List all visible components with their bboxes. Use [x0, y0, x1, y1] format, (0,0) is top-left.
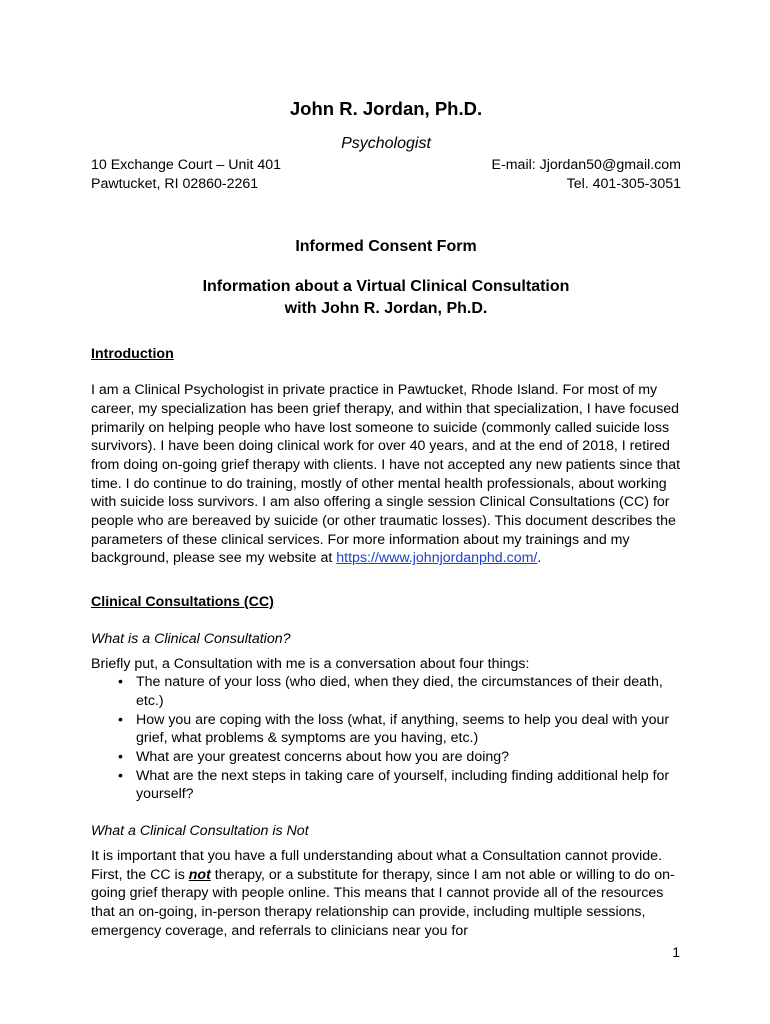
phone-text: Tel. 401-305-3051: [566, 175, 681, 192]
not-emphasis: not: [188, 866, 211, 883]
what-is-heading: What is a Clinical Consultation?: [91, 630, 291, 647]
page-number: 1: [672, 944, 680, 960]
introduction-end: .: [537, 550, 542, 567]
list-item: • The nature of your loss (who died, when they died, the circumstances of their death, etc.): [118, 674, 663, 709]
contact-block: [91, 156, 681, 193]
bullet-icon: •: [118, 674, 123, 691]
document-page: [91, 98, 681, 940]
consultation-topics-list: [91, 673, 681, 804]
list-item: • What are your greatest concerns about how you are doing?: [118, 749, 510, 766]
form-subtitle: [91, 276, 681, 320]
contact-details: [492, 156, 681, 193]
clinical-consultations-heading: Clinical Consultations (CC): [91, 594, 274, 611]
what-is-not-paragraph: It is important that you have a full understanding about what a Consultation cannot provide. First, the CC is not therapy, or a substitute for therapy, since I am not able or willing to do on-going grief therapy with people online. This means that I cannot provide all of the resources that an on-going, in-person therapy relationship can provide, including multiple sessions, emergency coverage, and referrals to clinicians near you for: [91, 847, 675, 939]
list-item: • How you are coping with the loss (what, if anything, seems to help you deal with your grief, what problems & symptoms are you having, etc.): [118, 711, 670, 747]
address-block: [91, 156, 281, 193]
website-link[interactable]: https://www.johnjordanphd.com/: [336, 550, 538, 567]
author-role: Psychologist: [341, 135, 431, 152]
what-is-not-heading: What a Clinical Consultation is Not: [91, 823, 309, 840]
address-line-2: Pawtucket, RI 02860-2261: [91, 175, 259, 192]
subtitle-line-1: Information about a Virtual Clinical Consultation: [202, 278, 570, 296]
bullet-icon: •: [118, 749, 123, 766]
bullet-icon: •: [118, 767, 123, 784]
introduction-body: I am a Clinical Psychologist in private practice in Pawtucket, Rhode Island. For most of my career, my specialization has been grief therapy, and within that specialization, I have focused primarily on helping people who have lost someone to suicide (commonly called suicide loss survivors). I have been doing clinical work for over 40 years, and at the end of 2018, I retired from doing on-going grief therapy with clients. I have not accepted any new patients since that time. I do continue to do training, mostly of other mental health professionals, about working with suicide loss survivors. I am also offering a single session Clinical Consultations (CC) for people who are bereaved by suicide (or other traumatic losses). This document describes the parameters of these clinical services. For more information about my trainings and my background, please see my website at: [91, 382, 681, 567]
email-text: E-mail: Jjordan50@gmail.com: [491, 157, 681, 173]
bullet-icon: •: [118, 711, 123, 728]
address-line-1: 10 Exchange Court – Unit 401: [91, 157, 282, 173]
introduction-paragraph: [91, 381, 681, 568]
subtitle-line-2: with John R. Jordan, Ph.D.: [284, 300, 488, 318]
list-item: • What are the next steps in taking care of yourself, including finding additional help for yourself?: [118, 767, 670, 803]
author-name: John R. Jordan, Ph.D.: [289, 98, 483, 119]
form-title: Informed Consent Form: [295, 238, 477, 256]
what-is-intro: Briefly put, a Consultation with me is a conversation about four things:: [91, 655, 530, 672]
introduction-heading: Introduction: [91, 346, 174, 363]
